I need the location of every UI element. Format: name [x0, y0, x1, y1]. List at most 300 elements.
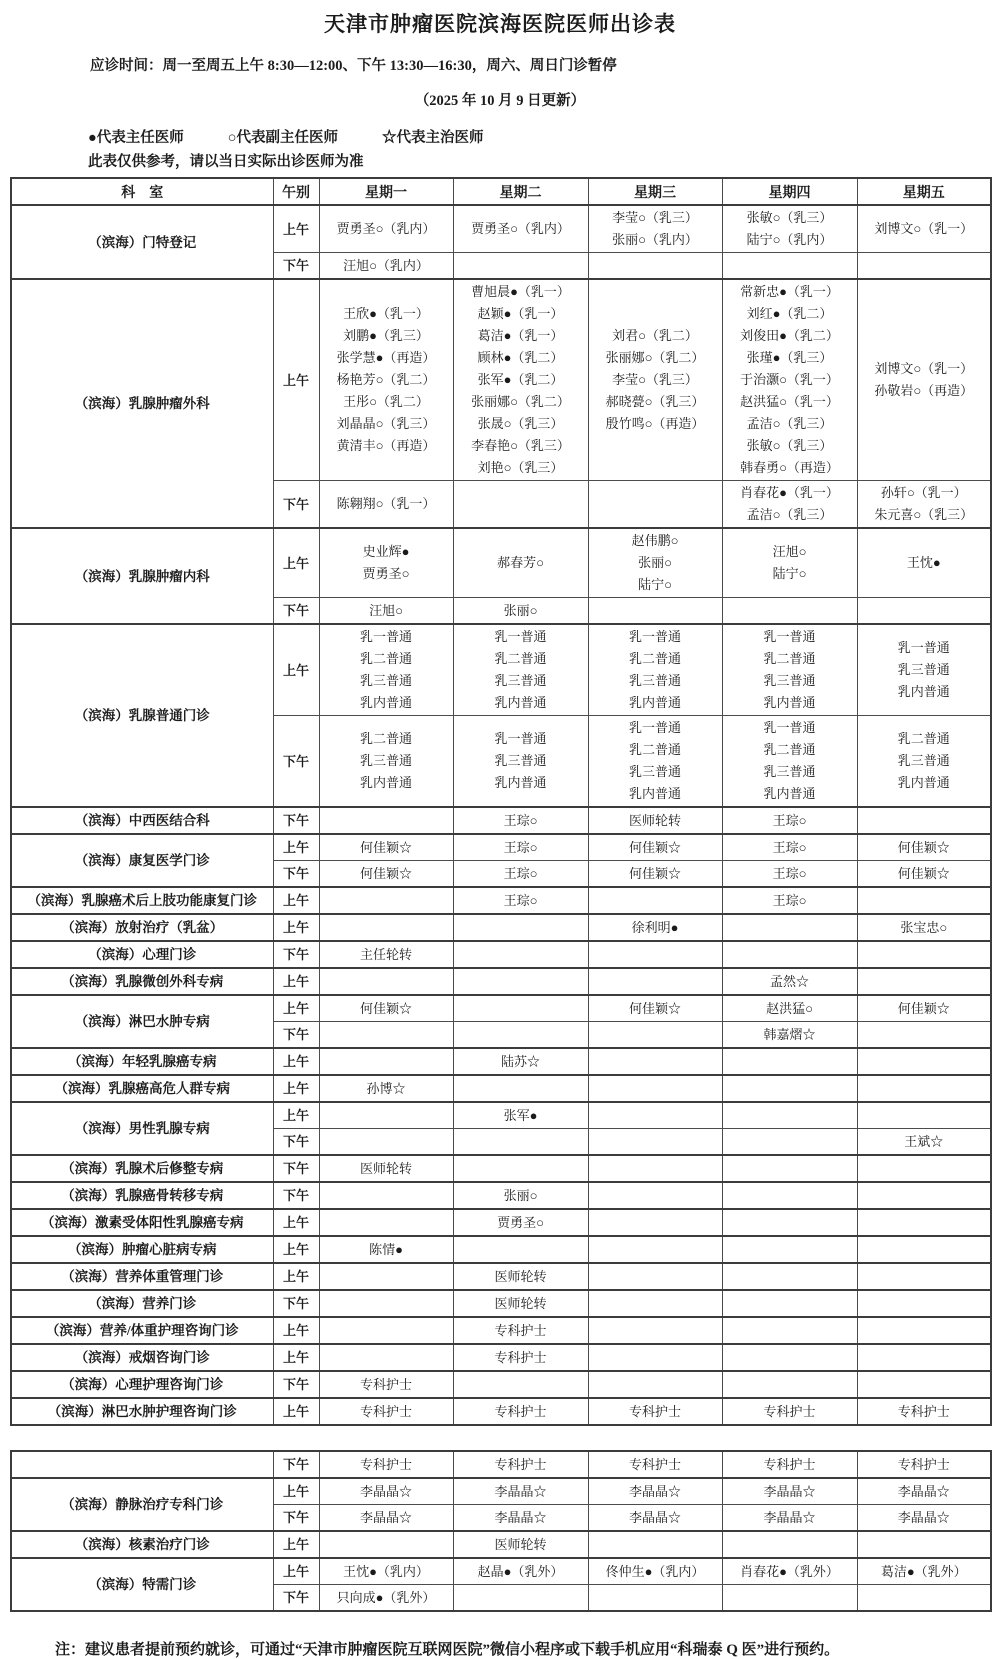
- doctor-entry: 李春艳○（乳三）: [471, 438, 570, 453]
- schedule-cell: [722, 1048, 857, 1075]
- department-cell: （滨海）心理门诊: [11, 941, 273, 968]
- doctor-entry: 陈情●: [369, 1241, 403, 1257]
- column-header-4: 星期三: [588, 178, 722, 205]
- schedule-row: [11, 1155, 991, 1182]
- schedule-cell: [453, 834, 588, 861]
- schedule-cell: [453, 1371, 588, 1398]
- legend-attending-physician: ☆代表主治医师: [382, 130, 484, 146]
- schedule-cell: [319, 1290, 453, 1317]
- schedule-cell: [453, 887, 588, 914]
- schedule-cell: [857, 995, 991, 1022]
- schedule-cell: [722, 968, 857, 995]
- doctor-entry: 张丽○: [638, 555, 672, 570]
- schedule-cell: [453, 1048, 588, 1075]
- visiting-hours-line: 应诊时间：周一至周五上午 8:30—12:00、下午 13:30—16:30，周六、周日门诊暂停: [90, 58, 617, 74]
- session-cell: 下午: [273, 1182, 319, 1209]
- doctor-entry: 张敏○（乳三）: [746, 438, 833, 453]
- schedule-cell: [588, 887, 722, 914]
- schedule-cell: [319, 1585, 453, 1612]
- schedule-cell: [319, 914, 453, 941]
- doctor-entry: 刘博文○（乳一）: [874, 221, 974, 236]
- schedule-cell: [453, 1317, 588, 1344]
- doctor-entry: 乳内普通: [763, 786, 816, 801]
- session-cell: 下午: [273, 861, 319, 888]
- doctor-entry: 赵洪猛○: [766, 1000, 813, 1016]
- session-cell: 下午: [273, 716, 319, 808]
- doctor-entry: 汪旭○: [772, 544, 807, 559]
- schedule-cell: [722, 1371, 857, 1398]
- doctor-entry: 葛洁●（乳一）: [477, 328, 564, 343]
- doctor-entry: 专科护士: [494, 1349, 547, 1365]
- doctor-entry: 刘鹏●（乳三）: [343, 328, 429, 343]
- doctor-entry: 何佳颖☆: [359, 865, 412, 881]
- schedule-row: [11, 1344, 991, 1371]
- doctor-entry: 张晟○（乳三）: [477, 416, 564, 431]
- doctor-entry: 何佳颖☆: [359, 1000, 412, 1016]
- session-cell: 下午: [273, 1290, 319, 1317]
- session-cell: 下午: [273, 481, 319, 529]
- doctor-entry: 乳一普通: [897, 640, 950, 655]
- schedule-cell: [453, 1129, 588, 1156]
- session-cell: 上午: [273, 914, 319, 941]
- schedule-cell: [453, 1344, 588, 1371]
- doctor-entry: 陆宁○（乳内）: [746, 232, 833, 247]
- doctor-entry: 李晶晶☆: [628, 1483, 681, 1499]
- doctor-entry: 专科护士: [494, 1456, 547, 1472]
- doctor-entry: 何佳颖☆: [897, 839, 950, 855]
- session-cell: 下午: [273, 1155, 319, 1182]
- department-cell: （滨海）放射治疗（乳盆）: [11, 914, 273, 941]
- schedule-cell: [857, 861, 991, 888]
- schedule-cell: [588, 598, 722, 625]
- session-cell: 上午: [273, 1209, 319, 1236]
- schedule-table-continued: [10, 1450, 992, 1612]
- schedule-cell: [453, 861, 588, 888]
- schedule-cell: [722, 1478, 857, 1505]
- schedule-cell: [319, 1451, 453, 1478]
- session-cell: 上午: [273, 528, 319, 598]
- department-cell: （滨海）戒烟咨询门诊: [11, 1344, 273, 1371]
- schedule-cell: [857, 1585, 991, 1612]
- schedule-row: [11, 995, 991, 1022]
- schedule-cell: [857, 205, 991, 253]
- session-cell: 下午: [273, 807, 319, 834]
- schedule-cell: [319, 1075, 453, 1102]
- doctor-entry: 医师轮转: [359, 1160, 412, 1176]
- doctor-entry: 李晶晶☆: [494, 1483, 547, 1499]
- session-cell: 上午: [273, 1478, 319, 1505]
- schedule-cell: [857, 1344, 991, 1371]
- doctor-entry: 专科护士: [763, 1403, 816, 1419]
- doctor-entry: 乳一普通: [763, 720, 816, 735]
- doctor-entry: 曹旭晨●（乳一）: [471, 284, 570, 299]
- schedule-cell: [857, 1102, 991, 1129]
- session-cell: 上午: [273, 1317, 319, 1344]
- column-header-2: 星期一: [319, 178, 453, 205]
- doctor-entry: 乳一普通: [494, 629, 547, 644]
- schedule-cell: [857, 1209, 991, 1236]
- schedule-cell: [857, 887, 991, 914]
- doctor-entry: 殷竹鸣○（再造）: [605, 416, 705, 431]
- schedule-cell: [319, 887, 453, 914]
- doctor-entry: 乳三普通: [628, 673, 681, 688]
- session-cell: 上午: [273, 1102, 319, 1129]
- schedule-cell: [857, 1022, 991, 1049]
- schedule-row: [11, 807, 991, 834]
- session-cell: 上午: [273, 1075, 319, 1102]
- doctor-entry: 乳二普通: [897, 731, 950, 746]
- doctor-entry: 肖春花●（乳一）: [740, 485, 839, 500]
- doctor-entry: 佟仲生●（乳内）: [605, 1563, 705, 1579]
- doctor-entry: 徐利明●: [631, 919, 679, 935]
- schedule-cell: [588, 624, 722, 716]
- schedule-cell: [857, 968, 991, 995]
- schedule-cell: [453, 1585, 588, 1612]
- schedule-cell: [857, 598, 991, 625]
- doctor-entry: 医师轮转: [628, 812, 681, 828]
- schedule-cell: [722, 528, 857, 598]
- schedule-cell: [453, 995, 588, 1022]
- schedule-cell: [857, 1075, 991, 1102]
- doctor-entry: 乳一普通: [628, 720, 681, 735]
- schedule-cell: [588, 1398, 722, 1425]
- schedule-row: [11, 834, 991, 861]
- column-header-1: 午别: [273, 178, 319, 205]
- schedule-cell: [722, 1558, 857, 1585]
- department-cell: （滨海）乳腺癌骨转移专病: [11, 1182, 273, 1209]
- schedule-row: [11, 1478, 991, 1505]
- update-date-line: （2025 年 10 月 9 日更新）: [414, 93, 586, 109]
- doctor-entry: 何佳颖☆: [897, 865, 950, 881]
- doctor-entry: 乳三普通: [897, 662, 950, 677]
- session-cell: 上午: [273, 1048, 319, 1075]
- schedule-cell: [319, 834, 453, 861]
- schedule-cell: [453, 481, 588, 529]
- schedule-cell: [453, 1236, 588, 1263]
- schedule-cell: [453, 624, 588, 716]
- schedule-cell: [453, 1102, 588, 1129]
- schedule-cell: [857, 481, 991, 529]
- schedule-cell: [857, 1317, 991, 1344]
- doctor-entry: 王忱●（乳内）: [343, 1563, 429, 1579]
- session-cell: 下午: [273, 1022, 319, 1049]
- schedule-row: [11, 1398, 991, 1425]
- schedule-cell: [722, 1102, 857, 1129]
- department-cell: （滨海）淋巴水肿专病: [11, 995, 273, 1048]
- schedule-cell: [319, 1129, 453, 1156]
- department-cell: （滨海）激素受体阳性乳腺癌专病: [11, 1209, 273, 1236]
- session-cell: 上午: [273, 1236, 319, 1263]
- department-cell: （滨海）乳腺癌高危人群专病: [11, 1075, 273, 1102]
- schedule-cell: [453, 1075, 588, 1102]
- session-cell: 下午: [273, 1505, 319, 1532]
- doctor-entry: 王琮○: [772, 865, 807, 881]
- schedule-cell: [722, 279, 857, 481]
- schedule-cell: [857, 1182, 991, 1209]
- session-cell: 上午: [273, 834, 319, 861]
- schedule-cell: [319, 1344, 453, 1371]
- schedule-row: [11, 914, 991, 941]
- schedule-cell: [857, 279, 991, 481]
- booking-note: 注：建议患者提前预约就诊，可通过“天津市肿瘤医院互联网医院”微信小程序或下载手机应用“科瑞泰 Q 医”进行预约。: [55, 1642, 840, 1658]
- schedule-cell: [319, 1531, 453, 1558]
- doctor-entry: 乳三普通: [628, 764, 681, 779]
- doctor-entry: 张丽娜○（乳二）: [605, 350, 705, 365]
- session-cell: 下午: [273, 1129, 319, 1156]
- schedule-cell: [588, 1048, 722, 1075]
- schedule-cell: [588, 1344, 722, 1371]
- doctor-entry: 郝晓甍○（乳三）: [605, 394, 705, 409]
- schedule-cell: [857, 941, 991, 968]
- schedule-cell: [857, 1155, 991, 1182]
- session-cell: 下午: [273, 1451, 319, 1478]
- doctor-entry: 主任轮转: [359, 946, 412, 962]
- doctor-entry: 张丽○: [503, 1187, 538, 1203]
- schedule-cell: [453, 1155, 588, 1182]
- schedule-cell: [857, 528, 991, 598]
- legend-associate-chief-physician: ○代表副主任医师: [227, 130, 339, 146]
- schedule-cell: [722, 1209, 857, 1236]
- doctor-entry: 乳二普通: [359, 651, 412, 666]
- schedule-cell: [588, 716, 722, 808]
- schedule-cell: [319, 807, 453, 834]
- doctor-entry: 专科护士: [763, 1456, 816, 1472]
- schedule-cell: [453, 914, 588, 941]
- schedule-cell: [453, 1263, 588, 1290]
- doctor-entry: 专科护士: [628, 1403, 681, 1419]
- department-cell: （滨海）门特登记: [11, 205, 273, 279]
- schedule-cell: [319, 1155, 453, 1182]
- schedule-cell: [857, 1478, 991, 1505]
- schedule-cell: [722, 1129, 857, 1156]
- doctor-entry: 专科护士: [897, 1456, 950, 1472]
- schedule-cell: [857, 1371, 991, 1398]
- session-cell: 下午: [273, 1585, 319, 1612]
- schedule-cell: [453, 941, 588, 968]
- schedule-cell: [453, 1531, 588, 1558]
- schedule-cell: [588, 1505, 722, 1532]
- doctor-entry: 乳二普通: [628, 651, 681, 666]
- schedule-cell: [722, 995, 857, 1022]
- doctor-entry: 王欣●（乳一）: [343, 306, 429, 321]
- schedule-cell: [588, 1317, 722, 1344]
- schedule-row: [11, 1182, 991, 1209]
- schedule-cell: [722, 1585, 857, 1612]
- schedule-cell: [588, 1155, 722, 1182]
- schedule-cell: [319, 1505, 453, 1532]
- doctor-entry: 刘红●（乳二）: [746, 306, 833, 321]
- schedule-cell: [857, 716, 991, 808]
- department-cell: （滨海）乳腺微创外科专病: [11, 968, 273, 995]
- doctor-entry: 陆苏☆: [500, 1053, 540, 1069]
- schedule-cell: [453, 1505, 588, 1532]
- doctor-entry: 乳二普通: [763, 742, 816, 757]
- schedule-cell: [857, 914, 991, 941]
- schedule-cell: [319, 598, 453, 625]
- schedule-cell: [588, 861, 722, 888]
- department-cell: （滨海）淋巴水肿护理咨询门诊: [11, 1398, 273, 1425]
- schedule-cell: [722, 1451, 857, 1478]
- schedule-cell: [588, 205, 722, 253]
- session-cell: 下午: [273, 941, 319, 968]
- schedule-cell: [319, 1478, 453, 1505]
- doctor-entry: 贾勇圣○（乳内）: [471, 221, 570, 236]
- schedule-cell: [453, 1209, 588, 1236]
- doctor-entry: 乳内普通: [628, 695, 681, 710]
- doctor-entry: 王琮○: [772, 892, 807, 908]
- doctor-entry: 孙敬岩○（再造）: [874, 383, 974, 398]
- schedule-cell: [857, 1451, 991, 1478]
- department-cell: （滨海）中西医结合科: [11, 807, 273, 834]
- schedule-cell: [453, 279, 588, 481]
- schedule-cell: [588, 1558, 722, 1585]
- schedule-cell: [319, 205, 453, 253]
- schedule-cell: [588, 941, 722, 968]
- doctor-entry: 只向成●（乳外）: [336, 1589, 436, 1605]
- schedule-cell: [588, 968, 722, 995]
- schedule-cell: [453, 1290, 588, 1317]
- schedule-cell: [722, 716, 857, 808]
- doctor-entry: 乳三普通: [494, 673, 547, 688]
- schedule-cell: [453, 1558, 588, 1585]
- schedule-row: [11, 1048, 991, 1075]
- doctor-entry: 贾勇圣○（乳内）: [336, 221, 436, 236]
- schedule-cell: [319, 528, 453, 598]
- schedule-cell: [588, 1290, 722, 1317]
- doctor-entry: 乳内普通: [494, 775, 547, 790]
- session-cell: 上午: [273, 1344, 319, 1371]
- doctor-entry: 刘艳○（乳三）: [477, 460, 564, 475]
- doctor-entry: 乳三普通: [494, 753, 547, 768]
- schedule-cell: [857, 1505, 991, 1532]
- doctor-entry: 赵伟鹏○: [631, 533, 679, 548]
- schedule-cell: [319, 1263, 453, 1290]
- schedule-row: [11, 1290, 991, 1317]
- doctor-entry: 史业辉●: [362, 544, 410, 559]
- doctor-entry: 李晶晶☆: [897, 1483, 950, 1499]
- doctor-entry: 刘俊田●（乳二）: [740, 328, 839, 343]
- doctor-entry: 专科护士: [359, 1376, 412, 1392]
- doctor-entry: 陈翱翔○（乳一）: [336, 496, 436, 511]
- doctor-entry: 医师轮转: [494, 1536, 547, 1552]
- column-header-5: 星期四: [722, 178, 857, 205]
- schedule-row: [11, 1451, 991, 1478]
- doctor-entry: 黄清丰○（再造）: [336, 438, 436, 453]
- schedule-cell: [588, 1585, 722, 1612]
- schedule-table-main: [10, 177, 992, 1426]
- doctor-entry: 何佳颖☆: [897, 1000, 950, 1016]
- schedule-cell: [857, 1048, 991, 1075]
- session-cell: 下午: [273, 253, 319, 280]
- schedule-cell: [319, 995, 453, 1022]
- schedule-cell: [857, 1558, 991, 1585]
- schedule-cell: [453, 1022, 588, 1049]
- schedule-cell: [453, 1451, 588, 1478]
- schedule-cell: [319, 1236, 453, 1263]
- department-cell: （滨海）年轻乳腺癌专病: [11, 1048, 273, 1075]
- doctor-entry: 王斌☆: [904, 1133, 944, 1149]
- doctor-entry: 王琮○: [503, 865, 538, 881]
- doctor-entry: 汪旭○（乳内）: [343, 257, 429, 273]
- schedule-cell: [857, 1290, 991, 1317]
- doctor-entry: 医师轮转: [494, 1268, 547, 1284]
- schedule-cell: [319, 1048, 453, 1075]
- session-cell: 上午: [273, 624, 319, 716]
- doctor-entry: 陆宁○: [638, 577, 672, 592]
- department-cell: （滨海）康复医学门诊: [11, 834, 273, 887]
- doctor-entry: 乳一普通: [494, 731, 547, 746]
- schedule-cell: [722, 1182, 857, 1209]
- schedule-cell: [319, 941, 453, 968]
- schedule-row: [11, 205, 991, 253]
- schedule-row: [11, 1371, 991, 1398]
- doctor-entry: 乳三普通: [359, 673, 412, 688]
- session-cell: 上午: [273, 279, 319, 481]
- session-cell: 上午: [273, 205, 319, 253]
- doctor-entry: 李晶晶☆: [359, 1509, 412, 1525]
- schedule-cell: [722, 1290, 857, 1317]
- schedule-cell: [722, 1075, 857, 1102]
- doctor-entry: 刘君○（乳二）: [612, 328, 698, 343]
- schedule-cell: [453, 968, 588, 995]
- doctor-entry: 乳内普通: [359, 695, 412, 710]
- doctor-entry: 于治灏○（乳一）: [740, 372, 839, 387]
- doctor-entry: 乳一普通: [359, 629, 412, 644]
- schedule-row: [11, 968, 991, 995]
- schedule-cell: [588, 1236, 722, 1263]
- schedule-row: [11, 624, 991, 716]
- schedule-cell: [722, 253, 857, 280]
- schedule-cell: [588, 279, 722, 481]
- session-cell: 上午: [273, 1263, 319, 1290]
- doctor-entry: 乳内普通: [359, 775, 412, 790]
- column-header-0: 科 室: [11, 178, 273, 205]
- schedule-cell: [319, 861, 453, 888]
- schedule-cell: [588, 481, 722, 529]
- schedule-cell: [319, 716, 453, 808]
- doctor-entry: 葛洁●（乳外）: [880, 1563, 967, 1579]
- doctor-entry: 贾勇圣○: [362, 566, 410, 581]
- doctor-entry: 何佳颖☆: [628, 1000, 681, 1016]
- doctor-entry: 孟洁○（乳三）: [746, 416, 833, 431]
- doctor-entry: 张学慧●（再造）: [336, 350, 436, 365]
- schedule-cell: [319, 1558, 453, 1585]
- department-cell: （滨海）静脉治疗专科门诊: [11, 1478, 273, 1531]
- schedule-row: [11, 1558, 991, 1585]
- schedule-cell: [453, 598, 588, 625]
- doctor-entry: 王琮○: [772, 812, 807, 828]
- doctor-entry: 医师轮转: [494, 1295, 547, 1311]
- department-cell: （滨海）乳腺肿瘤内科: [11, 528, 273, 624]
- doctor-entry: 乳二普通: [763, 651, 816, 666]
- doctor-entry: 孙轩○（乳一）: [880, 485, 967, 500]
- schedule-row: [11, 1102, 991, 1129]
- schedule-cell: [722, 941, 857, 968]
- schedule-cell: [722, 834, 857, 861]
- schedule-cell: [588, 1075, 722, 1102]
- schedule-cell: [588, 1263, 722, 1290]
- doctor-entry: 乳三普通: [763, 673, 816, 688]
- schedule-cell: [453, 716, 588, 808]
- schedule-cell: [857, 807, 991, 834]
- doctor-entry: 乳内普通: [763, 695, 816, 710]
- doctor-entry: 张军●: [503, 1107, 538, 1123]
- schedule-cell: [588, 1102, 722, 1129]
- doctor-entry: 张瑾●（乳三）: [746, 350, 833, 365]
- schedule-cell: [857, 1398, 991, 1425]
- department-cell: （滨海）营养/体重护理咨询门诊: [11, 1317, 273, 1344]
- schedule-cell: [722, 1022, 857, 1049]
